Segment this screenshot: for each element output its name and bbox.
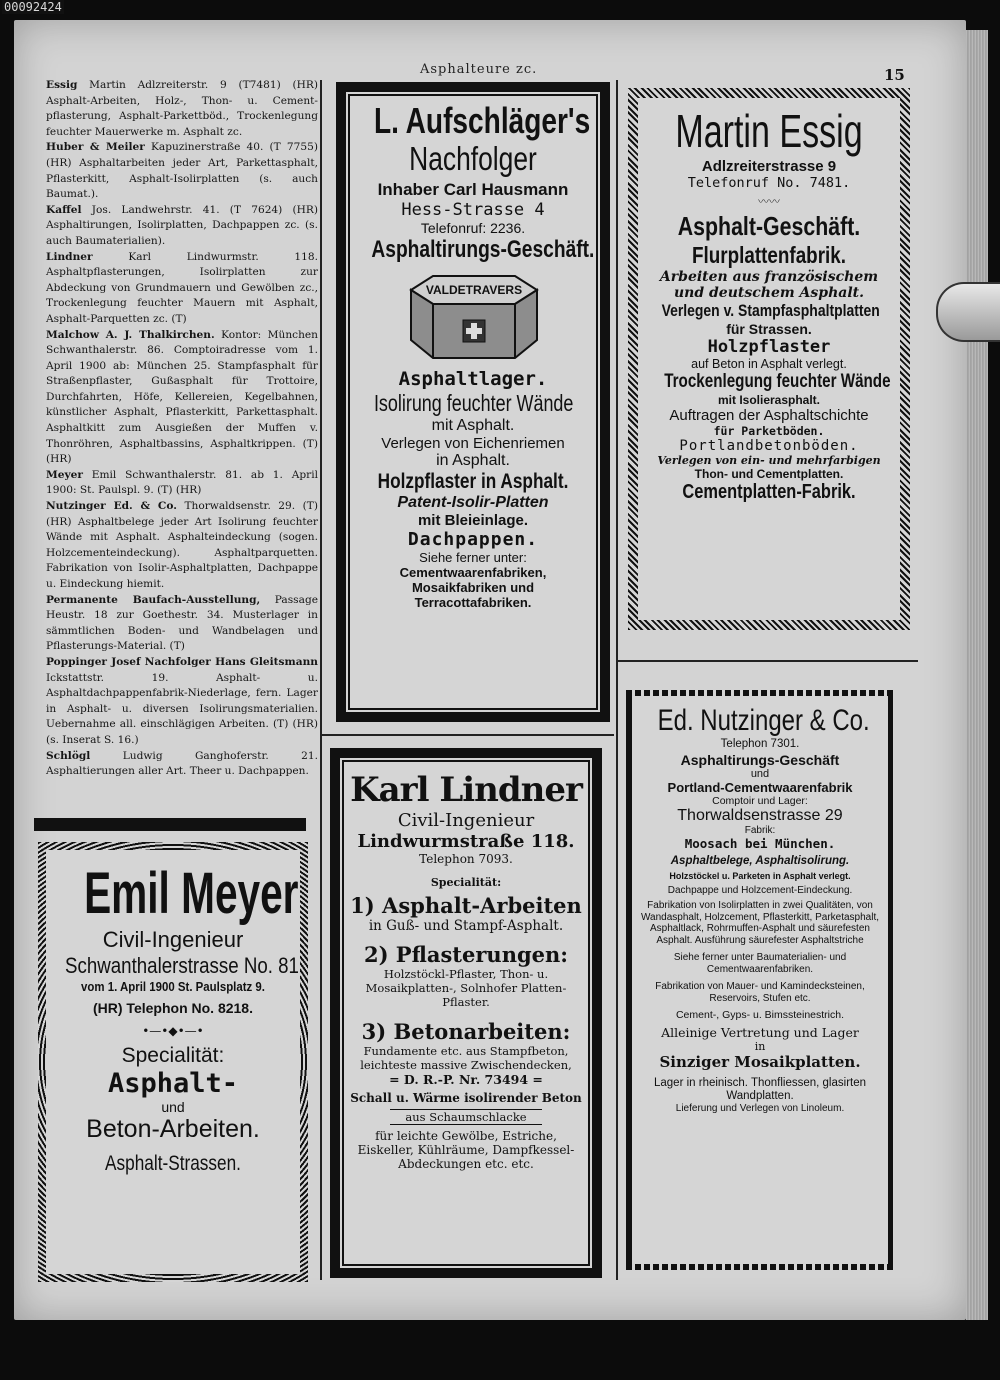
ad-line: Fabrikation von Mauer- und Kamindecksteinen, Reservoirs, Stufen etc. xyxy=(655,981,865,1004)
ad-line: Isolirung feuchter Wände xyxy=(373,390,574,416)
entry-name: Malchow A. J. Thalkirchen. xyxy=(46,328,215,341)
entry-text: Martin Adlzreiterstr. 9 (T7481) (HR) Asphalt-Arbeiten, Holz-, Thon- u. Cement-pflasterung, Asphalt-Parkettböd., Trockenlegung feuchter Mauerwerke m. Asphalt zc. xyxy=(46,79,318,138)
ad-line: mit Asphalt. xyxy=(431,417,515,434)
entry-name: Permanente Baufach-Ausstellung, xyxy=(46,593,261,606)
entry-text: Thorwaldsenstr. 29. (T) (HR) Asphaltbelege jeder Art Isolirung feuchter Wände mit Asphalt. Asphalteindeckung (sogen. Holzcementeindeckung). Asphaltparquetten. Fabrikation von Isolir-Asphaltplatten, Dachpappe u. Eindeckung hiemit. xyxy=(46,500,318,590)
entry-name: Lindner xyxy=(46,250,93,263)
ad-line: Flurplattenfabrik. xyxy=(691,242,847,268)
ad-lindner xyxy=(330,748,602,1278)
entry-name: Meyer xyxy=(46,468,83,481)
ad-line: in Asphalt. xyxy=(436,452,510,469)
ad-divider xyxy=(322,734,614,736)
ad-line: 2) Pflasterungen: xyxy=(363,942,569,967)
ad-line: Verlegen von ein- und mehrfarbigen xyxy=(657,454,881,467)
ad-line: Siehe ferner unter Baumaterialien- und Cementwaarenfabriken. xyxy=(673,952,847,975)
ad-line: Verlegen v. Stampfasphaltplatten xyxy=(661,301,880,320)
entry-name: Kaffel xyxy=(46,203,82,216)
ad-line: mit Isolierasphalt. xyxy=(717,393,821,407)
ad-profession: Civil-Ingenieur xyxy=(102,927,244,952)
ad-specialty: Specialität: xyxy=(430,876,502,889)
ad-address: Hess-Strasse 4 xyxy=(401,200,545,220)
ad-line: Comptoir und Lager: xyxy=(712,795,808,807)
ad-subtitle: Nachfolger xyxy=(409,140,537,177)
ad-line: Patent-Isolir-Platten xyxy=(397,494,549,511)
directory-entry xyxy=(46,593,318,655)
ad-phone: (HR) Telephon No. 8218. xyxy=(93,1000,253,1016)
entry-name: Nutzinger Ed. & Co. xyxy=(46,500,177,513)
ad-new-address: vom 1. April 1900 St. Paulsplatz 9. xyxy=(81,979,265,994)
ad-line: Beton-Arbeiten. xyxy=(86,1115,260,1143)
ad-line: Sinziger Mosaikplatten. xyxy=(659,1053,861,1071)
ad-line: Thorwaldsenstrasse 29 xyxy=(677,807,843,824)
ad-line: Fabrik: xyxy=(744,825,776,836)
ad-aufschlaeger xyxy=(336,82,610,722)
ad-line: für leichte Gewölbe, Estriche, Eiskeller, Kühlräume, Dampfkessel-Abdeckungen etc. etc. xyxy=(357,1129,575,1171)
ad-line: Holzstöckl-Pflaster, Thon- u. Mosaikplatten-, Solnhofer Platten-Pflaster. xyxy=(365,967,567,1009)
ad-owner: Inhaber Carl Hausmann xyxy=(377,180,569,199)
column-rule xyxy=(320,80,322,1280)
directory-list xyxy=(46,78,318,780)
directory-entry xyxy=(46,203,318,250)
ad-line: Verlegen von Eichenriemen xyxy=(381,435,565,452)
entry-text: Jos. Landwehrstr. 41. (T 7624) (HR) Asphaltirungen, Isolirplatten, Dachpappen zc. (s. auch Baumaterialien). xyxy=(46,203,318,247)
section-rule xyxy=(34,818,306,831)
ad-line: Cementwaarenfabriken, xyxy=(399,565,547,580)
ad-address: Adlzreiterstrasse 9 xyxy=(701,158,837,175)
ad-line: aus Schaumschlacke xyxy=(390,1109,542,1125)
ad-line: und xyxy=(750,768,770,780)
ad-title: Karl Lindner xyxy=(350,770,582,810)
ad-business: Asphaltirungs-Geschäft. xyxy=(371,236,595,263)
ad-line: Auftragen der Asphaltschichte xyxy=(669,407,869,424)
directory-entry xyxy=(46,499,318,593)
ad-line: 3) Betonarbeiten: xyxy=(361,1019,571,1044)
entry-name: Schlögl xyxy=(46,749,91,762)
ad-line: Asphalt-Strassen. xyxy=(105,1152,241,1175)
ad-phone: Telefonruf: 2236. xyxy=(420,220,526,236)
ad-line: und xyxy=(161,1099,185,1115)
ad-patent: = D. R.-P. Nr. 73494 = xyxy=(389,1072,543,1087)
ad-title: L. Aufschläger's xyxy=(373,100,591,141)
ornament: 〰〰 xyxy=(758,195,780,208)
ad-line: Asphaltbelege, Asphaltisolirung. xyxy=(670,855,850,867)
asphalt-block-illustration xyxy=(393,270,553,366)
ad-specialty: Specialität: xyxy=(121,1044,225,1067)
ad-line: Arbeiten aus französischem xyxy=(659,269,879,285)
entry-name: Poppinger Josef Nachfolger Hans Gleitsmann xyxy=(46,655,318,668)
ad-line: in xyxy=(754,1040,766,1053)
ad-profession: Civil-Ingenieur xyxy=(397,810,535,831)
entry-text: Kapuzinerstraße 40. (T 7755) (HR) Asphaltarbeiten jeder Art, Parkettasphalt, Pflasterkitt, Asphalt-Isolirplatten (s. auch Baumat.). xyxy=(46,141,318,201)
ad-line: Holzpflaster in Asphalt. xyxy=(377,470,569,493)
ad-meyer xyxy=(38,842,308,1282)
directory-entry xyxy=(46,655,318,749)
ad-line: für Strassen. xyxy=(726,321,812,337)
ad-line: Fabrikation von Isolirplatten in zwei Qualitäten, von Wandasphalt, Holzcement, Pflasterkitt, Parketasphalt, Asphaltlack, Rohrmuffen-Asphalt und säurefesten Asphalt. Ausführung säurefester Asphaltstriche xyxy=(640,900,880,946)
ad-address: Schwanthalerstrasse No. 81 xyxy=(65,953,299,978)
ad-line: Asphalt- xyxy=(107,1068,239,1099)
ad-line: auf Beton in Asphalt verlegt. xyxy=(691,357,847,371)
ad-phone: Telephon 7093. xyxy=(419,852,513,866)
ad-line: Thon- und Cementplatten. xyxy=(694,467,844,481)
ad-line: Moosach bei München. xyxy=(684,836,836,851)
entry-text: Emil Schwanthalerstr. 81. ab 1. April 1900: St. Paulspl. 9. (T) (HR) xyxy=(46,468,318,497)
ad-line: Cementplatten-Fabrik. xyxy=(682,481,856,503)
ad-phone: Telephon 7301. xyxy=(720,738,800,750)
ad-line: und deutschem Asphalt. xyxy=(674,285,864,301)
entry-text: Karl Lindwurmstr. 118. Asphaltpflasterungen, Isolirplatten zur Abdeckung von Grundmauern und Gewölben zc., Trockenlegung feuchter Mauern mit Asphalt, Asphalt-Parquetten zc. (T) xyxy=(46,250,318,325)
entry-name: Huber & Meiler xyxy=(46,141,145,154)
ad-line: Schall u. Wärme isolirender Beton xyxy=(350,1091,582,1105)
ad-line: Trockenlegung feuchter Wände xyxy=(664,371,891,392)
ad-line: 1) Asphalt-Arbeiten xyxy=(350,893,582,918)
ad-line: Dachpappe und Holzcement-Eindeckung. xyxy=(667,885,853,896)
column-rule xyxy=(616,80,618,1280)
ad-line: Asphalt-Geschäft. xyxy=(677,211,861,241)
entry-text: Kontor: München Schwanthalerstr. 86. Comptoiradresse vom 1. April 1900 ab: München 25. Stampfasphalt für Straßenpflaster, Gußasphalt für Trottoire, Durchfahrten, Höfe, Kellereien, Kegelbahnen, künstlicher Asphalt, Pflasterkitt, Parkettasphalt. Asphaltkitt zum Ausgießen der Muffen v. Thonröhren, Asphaltbassins, Asphaltkrippen. (T) (HR) xyxy=(46,328,318,466)
ad-phone: Telefonruf No. 7481. xyxy=(687,175,851,191)
ad-line: Lieferung und Verlegen von Linoleum. xyxy=(675,1103,845,1114)
ad-line: Holzpflaster xyxy=(707,337,831,357)
brand-label: VALDETRAVERS xyxy=(425,283,523,297)
entry-text: Ludwig Ganghoferstr. 21. Asphaltierungen aller Art. Theer u. Dachpappen. xyxy=(46,749,318,778)
entry-text: Ickstattstr. 19. Asphalt- u. Asphaltdachpappenfabrik-Niederlage, fern. Lager in Asphalt- u. diversen Isolirungsmaterialien. Uebernahme all. einschlägigen Arbeiten. (T) (HR) (s. Inserat S. 16.) xyxy=(46,671,318,746)
directory-entry xyxy=(46,468,318,499)
ad-line: in Guß- und Stampf-Asphalt. xyxy=(368,918,564,934)
ad-line: Holzstöckel u. Parketen in Asphalt verlegt. xyxy=(669,871,851,881)
ad-line: Alleinige Vertretung und Lager xyxy=(661,1025,859,1040)
entry-name: Essig xyxy=(46,79,78,91)
ad-line: mit Bleieinlage. xyxy=(417,512,529,529)
scan-id: 00092424 xyxy=(4,0,62,14)
ad-title: Emil Meyer xyxy=(84,861,299,926)
directory-entry xyxy=(46,78,318,140)
ad-address: Lindwurmstraße 118. xyxy=(357,831,575,852)
entry-text: Passage Heustr. 18 zur Goethestr. 34. Musterlager in sämmtlichen Boden- und Wandbelagen und Pflasterungs-Material. (T) xyxy=(46,593,318,653)
ad-divider xyxy=(618,660,918,662)
ornament: •—•◆•—• xyxy=(142,1024,204,1038)
ad-line: Mosaikfabriken und xyxy=(411,580,535,595)
ad-essig xyxy=(628,88,910,630)
ad-nutzinger xyxy=(626,690,894,1270)
directory-entry xyxy=(46,328,318,468)
page-edge xyxy=(966,30,988,1320)
ad-line: Dachpappen. xyxy=(407,529,539,550)
ad-line: für Parketböden. xyxy=(713,424,825,438)
ad-line: Fundamente etc. aus Stampfbeton, leichteste massive Zwischendecken, xyxy=(360,1044,572,1072)
ad-title: Ed. Nutzinger & Co. xyxy=(657,704,870,737)
paper-clip xyxy=(936,282,1000,342)
ad-line: Portlandbetonböden. xyxy=(679,438,859,454)
ad-line: Portland-Cementwaarenfabrik xyxy=(667,780,853,795)
ad-line: Asphaltlager. xyxy=(398,368,548,390)
directory-entry xyxy=(46,250,318,328)
page-number: 15 xyxy=(884,66,905,84)
ad-line: Cement-, Gyps- u. Bimssteinestrich. xyxy=(675,1009,845,1021)
ad-line: Lager in rheinisch. Thonfliessen, glasirten Wandplatten. xyxy=(653,1077,867,1102)
ad-title: Martin Essig xyxy=(675,105,863,157)
running-head: Asphalteure zc. xyxy=(420,62,538,77)
ad-line: Siehe ferner unter: xyxy=(419,550,527,565)
ad-line: Terracottafabriken. xyxy=(414,595,532,610)
directory-entry xyxy=(46,749,318,780)
directory-entry xyxy=(46,140,318,202)
ad-line: Asphaltirungs-Geschäft xyxy=(680,752,840,768)
